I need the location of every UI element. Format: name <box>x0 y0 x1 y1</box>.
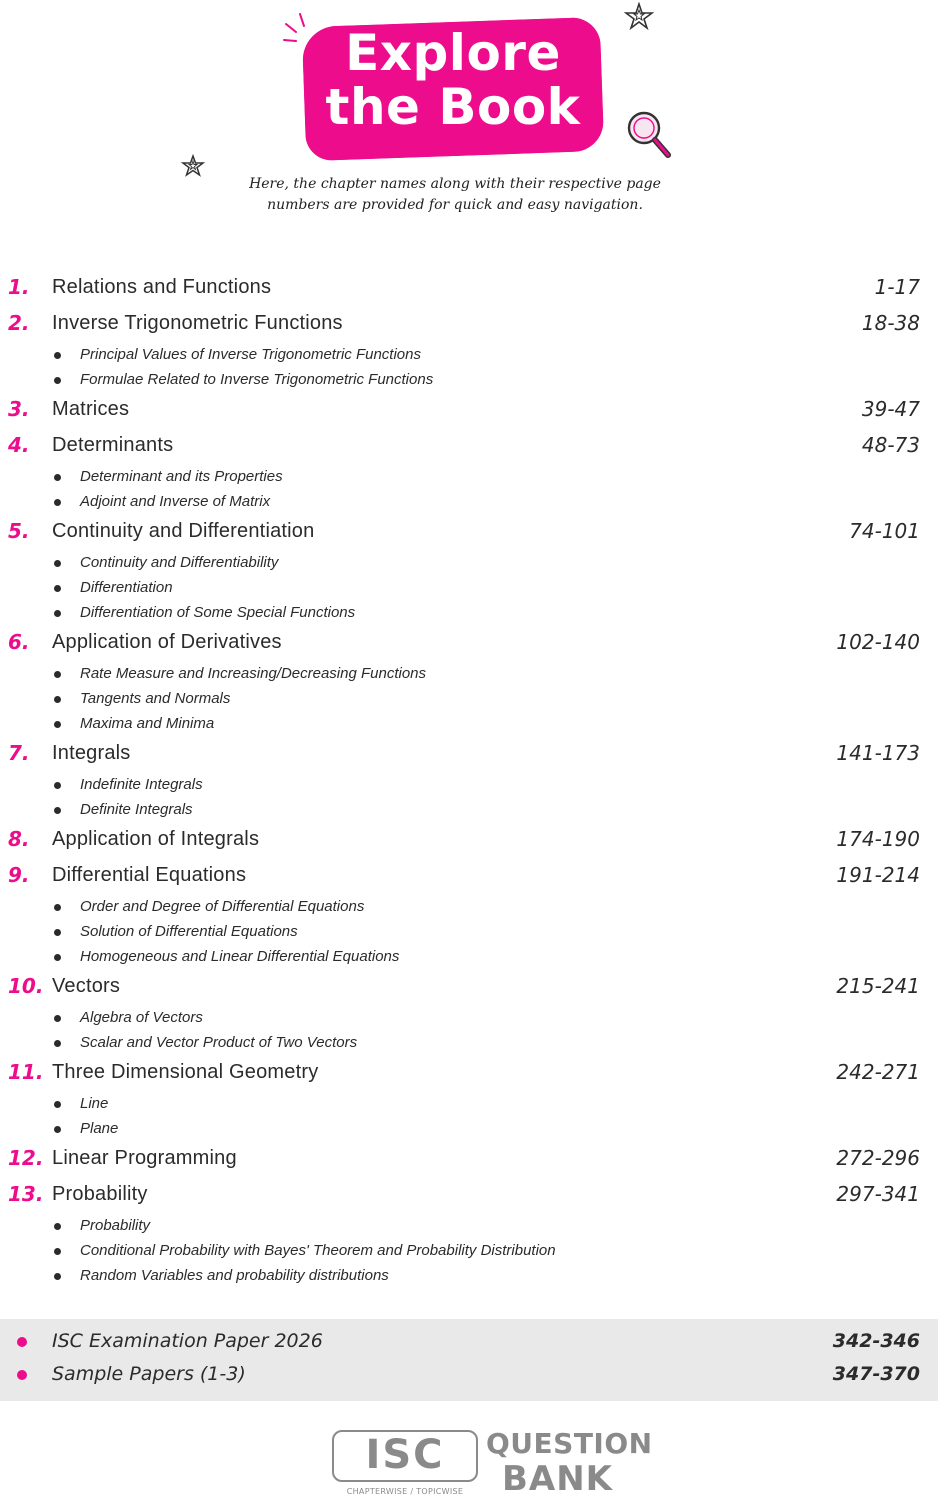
topic-label: Indefinite Integrals <box>80 776 203 793</box>
chapter-pages: 297-341 <box>836 1182 920 1206</box>
chapter-title: Probability <box>52 1183 148 1205</box>
topic-label: Tangents and Normals <box>80 690 231 707</box>
bullet-icon <box>54 1248 61 1255</box>
logo-question-text: QUESTION <box>486 1427 653 1460</box>
chapter-row[interactable] <box>0 394 938 430</box>
bullet-icon <box>54 610 61 617</box>
chapter-number: 7. <box>8 741 30 765</box>
bullet-icon <box>17 1337 27 1347</box>
topic-item[interactable] <box>0 1215 938 1240</box>
topic-label: Random Variables and probability distributions <box>80 1267 389 1284</box>
topic-label: Homogeneous and Linear Differential Equations <box>80 948 400 965</box>
chapter-title: Differential Equations <box>52 864 247 886</box>
topic-label: Continuity and Differentiability <box>80 554 279 571</box>
topic-item[interactable] <box>0 799 938 824</box>
star-icon <box>180 154 206 178</box>
topic-item[interactable] <box>0 1032 938 1057</box>
topic-label: Determinant and its Properties <box>80 468 283 485</box>
bullet-icon <box>54 1126 61 1133</box>
topic-item[interactable] <box>0 466 938 491</box>
chapter-title: Integrals <box>52 742 131 764</box>
topic-item[interactable] <box>0 491 938 516</box>
chapter-title: Linear Programming <box>52 1147 237 1169</box>
bullet-icon <box>54 807 61 814</box>
topic-item[interactable] <box>0 1118 938 1143</box>
chapter-number: 10. <box>8 974 44 998</box>
topic-label: Solution of Differential Equations <box>80 923 298 940</box>
chapter-number: 11. <box>8 1060 44 1084</box>
intro-text <box>240 174 670 216</box>
bullet-icon <box>54 499 61 506</box>
chapter-number: 3. <box>8 397 30 421</box>
topic-label: Adjoint and Inverse of Matrix <box>80 493 271 510</box>
chapter-title: Application of Derivatives <box>52 631 282 653</box>
chapter-pages: 74-101 <box>849 519 920 543</box>
chapter-number: 6. <box>8 630 30 654</box>
bullet-icon <box>54 1223 61 1230</box>
chapter-title: Matrices <box>52 398 130 420</box>
sparkle-icon <box>280 10 310 50</box>
chapter-title: Determinants <box>52 434 174 456</box>
topic-label: Definite Integrals <box>80 801 193 818</box>
chapter-row[interactable] <box>0 824 938 860</box>
bullet-icon <box>54 1015 61 1022</box>
chapter-row[interactable] <box>0 627 938 663</box>
topic-item[interactable] <box>0 369 938 394</box>
chapter-pages: 102-140 <box>836 630 920 654</box>
chapter-title: Relations and Functions <box>52 276 272 298</box>
chapter-number: 13. <box>8 1182 44 1206</box>
chapter-title: Vectors <box>52 975 121 997</box>
extra-row-sample-papers[interactable] <box>0 1360 938 1390</box>
chapter-number: 2. <box>8 311 30 335</box>
chapter-title: Continuity and Differentiation <box>52 520 315 542</box>
topic-item[interactable] <box>0 344 938 369</box>
extra-pages: 342-346 <box>832 1330 920 1352</box>
logo-isc-text: ISC <box>365 1432 445 1478</box>
topic-label: Maxima and Minima <box>80 715 215 732</box>
topic-item[interactable] <box>0 688 938 713</box>
topic-label: Differentiation of Some Special Functions <box>80 604 356 621</box>
topic-item[interactable] <box>0 1265 938 1290</box>
bullet-icon <box>54 954 61 961</box>
isc-question-bank-logo <box>330 1424 653 1500</box>
topic-item[interactable] <box>0 577 938 602</box>
bullet-icon <box>54 377 61 384</box>
chapter-pages: 174-190 <box>836 827 920 851</box>
extra-pages: 347-370 <box>832 1363 920 1385</box>
title-line-2: the Book <box>325 78 581 136</box>
chapter-pages: 18-38 <box>861 311 920 335</box>
logo-bank-text: BANK <box>502 1459 614 1499</box>
chapter-pages: 191-214 <box>836 863 920 887</box>
chapter-number: 9. <box>8 863 30 887</box>
bullet-icon <box>54 696 61 703</box>
topic-item[interactable] <box>0 1007 938 1032</box>
table-of-contents <box>0 272 938 1290</box>
intro-line-2: numbers are provided for quick and easy navigation. <box>267 197 643 213</box>
bullet-icon <box>54 474 61 481</box>
topic-label: Scalar and Vector Product of Two Vectors <box>80 1034 358 1051</box>
chapter-number: 8. <box>8 827 30 851</box>
chapter-row[interactable] <box>0 1143 938 1179</box>
page-title <box>304 26 602 134</box>
chapter-title: Inverse Trigonometric Functions <box>52 312 343 334</box>
topic-item[interactable] <box>0 921 938 946</box>
chapter-pages: 48-73 <box>861 433 920 457</box>
topic-item[interactable] <box>0 552 938 577</box>
topic-label: Conditional Probability with Bayes' Theorem and Probability Distribution <box>80 1242 556 1259</box>
chapter-row[interactable] <box>0 860 938 896</box>
chapter-pages: 39-47 <box>861 397 920 421</box>
extra-row-exam-paper[interactable] <box>0 1327 938 1357</box>
chapter-row[interactable] <box>0 738 938 774</box>
star-icon <box>624 2 654 30</box>
chapter-row[interactable] <box>0 272 938 308</box>
chapter-title: Application of Integrals <box>52 828 260 850</box>
topic-label: Algebra of Vectors <box>80 1009 203 1026</box>
chapter-row[interactable] <box>0 516 938 552</box>
topic-label: Plane <box>80 1120 119 1137</box>
chapter-number: 1. <box>8 275 30 299</box>
topic-label: Formulae Related to Inverse Trigonometric Functions <box>80 371 434 388</box>
bullet-icon <box>54 782 61 789</box>
bullet-icon <box>54 1273 61 1280</box>
chapter-row[interactable] <box>0 1057 938 1093</box>
bullet-icon <box>54 929 61 936</box>
topic-item[interactable] <box>0 602 938 627</box>
chapter-row[interactable] <box>0 1179 938 1215</box>
bullet-icon <box>54 1040 61 1047</box>
logo-tagline: CHAPTERWISE / TOPICWISE <box>346 1487 464 1496</box>
bullet-icon <box>54 904 61 911</box>
chapter-pages: 215-241 <box>836 974 920 998</box>
chapter-pages: 141-173 <box>836 741 920 765</box>
chapter-pages: 272-296 <box>836 1146 920 1170</box>
bullet-icon <box>54 585 61 592</box>
topic-item[interactable] <box>0 713 938 738</box>
chapter-number: 4. <box>8 433 30 457</box>
topic-label: Line <box>80 1095 109 1112</box>
topic-label: Probability <box>80 1217 151 1234</box>
topic-item[interactable] <box>0 774 938 799</box>
intro-line-1: Here, the chapter names along with their respective page <box>249 176 661 192</box>
extra-label: ISC Examination Paper 2026 <box>52 1330 323 1352</box>
topic-item[interactable] <box>0 1093 938 1118</box>
bullet-icon <box>54 352 61 359</box>
topic-label: Principal Values of Inverse Trigonometric Functions <box>80 346 421 363</box>
chapter-row[interactable] <box>0 308 938 344</box>
chapter-row[interactable] <box>0 430 938 466</box>
chapter-number: 5. <box>8 519 30 543</box>
bullet-icon <box>54 671 61 678</box>
topic-item[interactable] <box>0 946 938 971</box>
topic-label: Differentiation <box>80 579 173 596</box>
topic-item[interactable] <box>0 1240 938 1265</box>
chapter-number: 12. <box>8 1146 44 1170</box>
bullet-icon <box>54 1101 61 1108</box>
extra-label: Sample Papers (1-3) <box>52 1363 246 1385</box>
chapter-row[interactable] <box>0 971 938 1007</box>
topic-label: Order and Degree of Differential Equations <box>80 898 365 915</box>
bullet-icon <box>54 721 61 728</box>
bullet-icon <box>54 560 61 567</box>
chapter-title: Three Dimensional Geometry <box>52 1061 319 1083</box>
chapter-pages: 1-17 <box>874 275 920 299</box>
magnifier-icon <box>624 108 676 162</box>
bullet-icon <box>17 1370 27 1380</box>
topic-label: Rate Measure and Increasing/Decreasing Functions <box>80 665 427 682</box>
topic-item[interactable] <box>0 896 938 921</box>
title-line-1: Explore <box>345 24 561 82</box>
chapter-pages: 242-271 <box>836 1060 920 1084</box>
topic-item[interactable] <box>0 663 938 688</box>
extras-band <box>0 1319 938 1401</box>
